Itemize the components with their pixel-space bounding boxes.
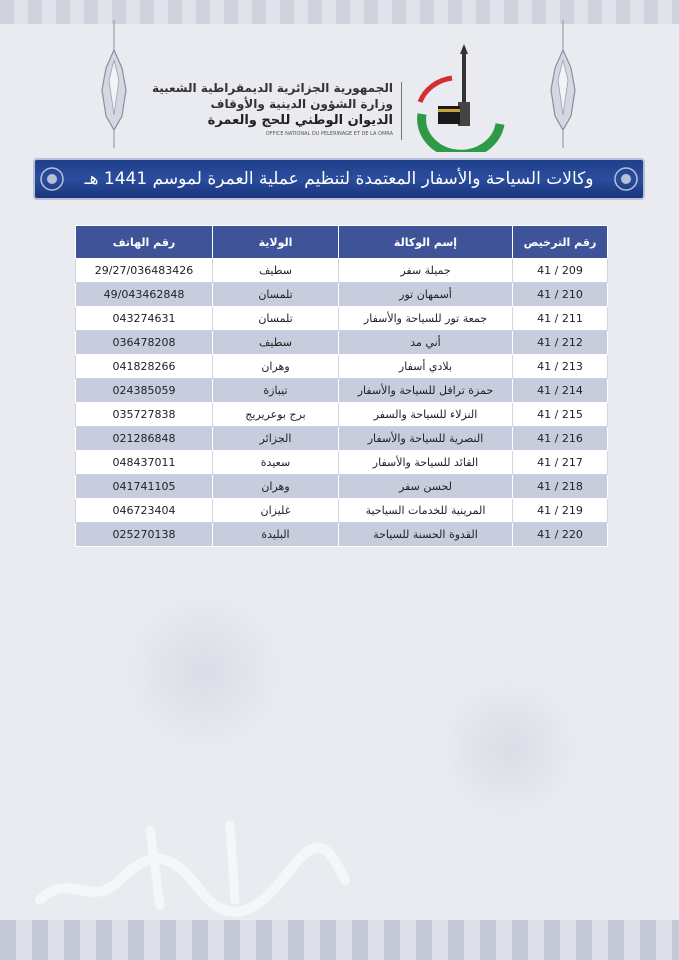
table-row bbox=[76, 427, 608, 451]
table-row bbox=[76, 307, 608, 331]
license-cell: 41 / 212 bbox=[513, 331, 608, 355]
table-row bbox=[76, 259, 608, 283]
header-agency: إسم الوكالة bbox=[339, 226, 513, 259]
agency-cell: أني مد bbox=[339, 331, 513, 355]
wilaya-cell: وهران bbox=[213, 355, 339, 379]
wilaya-cell: برج بوعريريج bbox=[213, 403, 339, 427]
title-banner bbox=[33, 158, 645, 200]
license-cell: 41 / 215 bbox=[513, 403, 608, 427]
wilaya-cell: سطيف bbox=[213, 259, 339, 283]
license-cell: 41 / 213 bbox=[513, 355, 608, 379]
phone-cell: 046723404 bbox=[76, 499, 213, 523]
office-name: الديوان الوطني للحج والعمرة bbox=[207, 113, 393, 128]
license-cell: 41 / 219 bbox=[513, 499, 608, 523]
agency-cell: المرينية للخدمات السياحية bbox=[339, 499, 513, 523]
agency-cell: جميلة سفر bbox=[339, 259, 513, 283]
phone-cell: 025270138 bbox=[76, 523, 213, 547]
wilaya-cell: سعيدة bbox=[213, 451, 339, 475]
ministry-header bbox=[152, 80, 393, 138]
table-row bbox=[76, 451, 608, 475]
phone-cell: 048437011 bbox=[76, 451, 213, 475]
phone-cell: 024385059 bbox=[76, 379, 213, 403]
bottom-ornament-band bbox=[0, 920, 679, 960]
agency-cell: النزلاء للسياحة والسفر bbox=[339, 403, 513, 427]
wilaya-cell: الجزائر bbox=[213, 427, 339, 451]
lantern-icon bbox=[541, 20, 585, 150]
phone-cell: 043274631 bbox=[76, 307, 213, 331]
header-phone: رقم الهاتف bbox=[76, 226, 213, 259]
agency-cell: بلادي أسفار bbox=[339, 355, 513, 379]
office-logo-icon bbox=[412, 44, 508, 152]
wilaya-cell: تلمسان bbox=[213, 307, 339, 331]
wilaya-cell: تيبازة bbox=[213, 379, 339, 403]
table-row bbox=[76, 355, 608, 379]
agency-cell: القائد للسياحة والأسفار bbox=[339, 451, 513, 475]
table-row bbox=[76, 403, 608, 427]
phone-cell: 041828266 bbox=[76, 355, 213, 379]
phone-cell: 036478208 bbox=[76, 331, 213, 355]
license-cell: 41 / 210 bbox=[513, 283, 608, 307]
wilaya-cell: سطيف bbox=[213, 331, 339, 355]
wilaya-cell: تلمسان bbox=[213, 283, 339, 307]
table-row bbox=[76, 475, 608, 499]
calligraphy-decoration-icon bbox=[30, 810, 350, 920]
agency-cell: جمعة تور للسياحة والأسفار bbox=[339, 307, 513, 331]
phone-cell: 041741105 bbox=[76, 475, 213, 499]
wilaya-cell: البليدة bbox=[213, 523, 339, 547]
table-row bbox=[76, 499, 608, 523]
phone-cell: 021286848 bbox=[76, 427, 213, 451]
office-name-french: OFFICE NATIONAL DU PELERINAGE ET DE LA OMRA bbox=[265, 131, 393, 137]
wilaya-cell: وهران bbox=[213, 475, 339, 499]
agency-cell: لحسن سفر bbox=[339, 475, 513, 499]
wilaya-cell: غليزان bbox=[213, 499, 339, 523]
phone-cell: 29/27/036483426 bbox=[76, 259, 213, 283]
agency-cell: النصرية للسياحة والأسفار bbox=[339, 427, 513, 451]
license-cell: 41 / 220 bbox=[513, 523, 608, 547]
ministry-name: وزارة الشؤون الدينية والأوقاف bbox=[210, 97, 393, 111]
table-row bbox=[76, 379, 608, 403]
license-cell: 41 / 216 bbox=[513, 427, 608, 451]
ornament-icon bbox=[39, 166, 65, 192]
license-cell: 41 / 209 bbox=[513, 259, 608, 283]
header-license: رقم الترخيص bbox=[513, 226, 608, 259]
phone-cell: 49/043462848 bbox=[76, 283, 213, 307]
phone-cell: 035727838 bbox=[76, 403, 213, 427]
table-row bbox=[76, 523, 608, 547]
license-cell: 41 / 217 bbox=[513, 451, 608, 475]
agency-cell: أسمهان تور bbox=[339, 283, 513, 307]
agency-cell: حمزة ترافل للسياحة والأسفار bbox=[339, 379, 513, 403]
table-row bbox=[76, 331, 608, 355]
agencies-table bbox=[75, 225, 608, 547]
table-row bbox=[76, 283, 608, 307]
header-divider bbox=[401, 82, 402, 140]
ornament-icon bbox=[613, 166, 639, 192]
lantern-icon bbox=[92, 20, 136, 150]
table-header-row bbox=[76, 226, 608, 259]
agency-cell: القدوة الحسنة للسياحة bbox=[339, 523, 513, 547]
republic-name: الجمهورية الجزائرية الديمقراطية الشعبية bbox=[151, 81, 393, 95]
license-cell: 41 / 214 bbox=[513, 379, 608, 403]
header-wilaya: الولاية bbox=[213, 226, 339, 259]
license-cell: 41 / 211 bbox=[513, 307, 608, 331]
banner-title: وكالات السياحة والأسفار المعتمدة لتنظيم عملية العمرة لموسم 1441 هـ bbox=[84, 169, 594, 189]
license-cell: 41 / 218 bbox=[513, 475, 608, 499]
